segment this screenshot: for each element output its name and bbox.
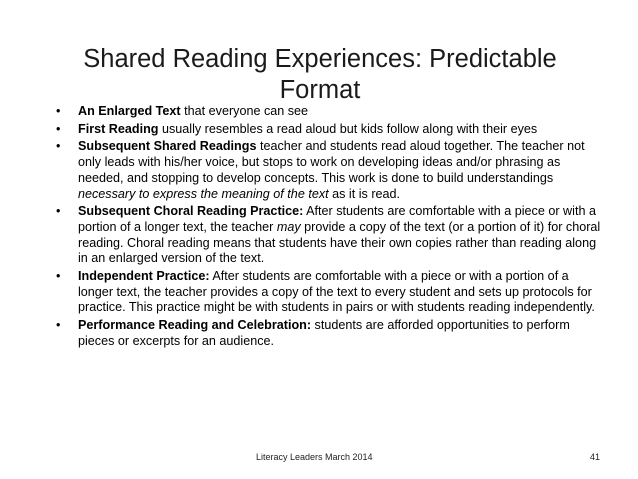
bullet-item-independent-practice (54, 269, 606, 316)
page-number: 41 (590, 452, 601, 462)
bullet-item-enlarged-text (54, 104, 606, 120)
bullet-body: After students are comfortable with a piece or with a portion of a longer text, the teacher (78, 204, 596, 234)
bullet-item-first-reading (54, 122, 606, 138)
bullet-body: After students are comfortable with a piece or with a portion of a longer text, the teacher provides a copy of the text to every student and sets up protocols for practice. This practice might be with students in pairs or with students reading independently. (78, 269, 595, 315)
footer-text: Literacy Leaders March 2014 (256, 452, 373, 462)
bullet-heading: First Reading (78, 121, 159, 136)
bullet-body: students are afforded opportunities to perform pieces or excerpts for an audience. (78, 318, 570, 348)
bullet-item-shared-readings (54, 139, 606, 202)
bullet-body-end: as it is read. (328, 186, 401, 201)
bullet-heading: Subsequent Choral Reading Practice: (78, 204, 304, 219)
bullet-list (54, 104, 606, 352)
slide-title (60, 44, 580, 106)
slide-title-line-1: Shared Reading Experiences: Predictable (83, 45, 557, 73)
bullet-heading: An Enlarged Text (78, 104, 181, 118)
bullet-body: that everyone can see (180, 104, 309, 118)
bullet-item-choral-reading (54, 204, 606, 267)
bullet-body: usually resembles a read aloud but kids follow along with their eyes (158, 121, 538, 136)
bullet-heading: Independent Practice: (78, 269, 210, 284)
slide-title-line-2: Format (279, 76, 361, 104)
bullet-item-performance-reading (54, 318, 606, 349)
bullet-body: teacher and students read aloud together. The teacher not only leads with his/her voice, but stops to work on developing ideas and/or phrasing as needed, and stopping to develop concepts. This work is done to build understandings (78, 139, 585, 185)
bullet-emphasis: necessary to express the meaning of the text (78, 186, 329, 201)
bullet-heading: Subsequent Shared Readings (78, 139, 257, 154)
bullet-heading: Performance Reading and Celebration: (78, 318, 312, 333)
bullet-emphasis: may (276, 219, 301, 234)
bullet-body-end: provide a copy of the text (or a portion of it) for choral reading. Choral reading means that students have their own copies rather than reading along in an enlarged version of the text. (78, 219, 601, 266)
